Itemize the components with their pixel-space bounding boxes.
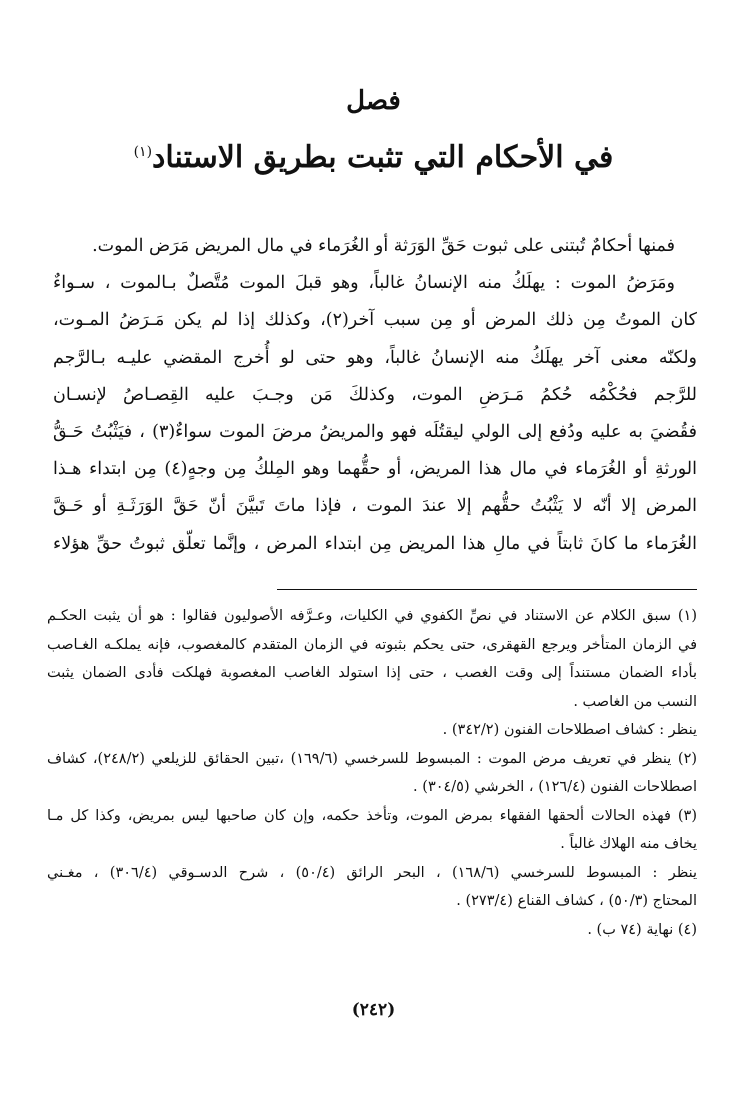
body-line: فقُضيَ به عليه ودُفع إلى الولي ليقتُلَه فهو والمريضُ مرضَ الموت سواءٌ(٣) ، فيَثْبُتُ حَـقُّ [53,421,697,442]
footnote-line: يخاف منه الهلاك غالباً . [560,836,697,852]
footnote-line: اصطلاحات الفنون (١٢٦/٤) ، الخرشي (٣٠٤/٥) . [413,779,697,795]
body-line: كان الموتُ مِن ذلك المرض أو مِن سبب آخر(٢)، وكذلك إذا لم يكن مَـرَضُ المـوت، [53,310,697,331]
footnotes [47,602,697,944]
footnote-line: ينظر : كشاف اصطلاحات الفنون (٣٤٢/٢) . [442,722,697,738]
body-line: الغُرَماء ما كانَ ثابتاً في مالِ هذا المريض مِن ابتداء المرض ، وإنَّما تعلّق ثبوتُ حقِّ هؤلاء [53,533,697,554]
body-line: فمنها أحكامٌ تُبتنى على ثبوت حَقِّ الوَرَثة أو الغُرَماء في مال المريض مَرَض الموت. [92,236,675,256]
footnote-line: (٤) نهاية (٧٤ ب) . [587,921,697,938]
body-line: المرض إلا أنّه لا يَثْبُتُ حقُّهم إلا عندَ الموت ، فإذا ماتَ تَبيَّنَ أنّ حَقَّ الوَرَثَـةِ أو حَـقَّ [53,496,697,517]
footnote-line: (٣) فهذه الحالات ألحقها الفقهاء بمرض الموت، وتأخذ حكمه، وإن كان صاحبها ليس بمريض، وكذا كل مـا [47,807,697,824]
footnote-line: المحتاج (٥٠/٣) ، كشاف القناع (٢٧٣/٤) . [456,893,697,909]
footnote-line: بأداء الضمان مستنداً إلى وقت الغصب ، حتى إذا استولد الغاصب المغصوبة فهلكت فأدى الضمان يثبت [47,665,697,681]
body-paragraph [53,228,697,563]
body-line: ولكنّه معنى آخر يهلَكُ منه الإنسانُ غالباً، وهو حتى لو أُخرج المقضي عليـه بـالرَّجم [53,347,697,368]
footnote-line: (١) سبق الكلام عن الاستناد في نصِّ الكفوي في الكليات، وعـرَّفه الأصوليون فقالوا : هو أن يثبت الحكـم [47,608,697,624]
chapter-title [0,140,747,175]
chapter-title-text: في الأحكام التي تثبت بطريق الاستناد [152,140,614,175]
body-line: للرَّجم فحُكْمُه حُكمُ مَـرَضِ الموت، وكذلكَ مَن وجـبَ عليه القِصـاصُ لإنسـان [53,384,697,405]
footnote-line: النسب من الغاصب . [573,693,697,710]
footnote-line: (٢) ينظر في تعريف مرض الموت : المبسوط للسرخسي (١٦٩/٦) ،تبين الحقائق للزيلعي (٢٤٨/٢)، كشاف [47,750,697,767]
body-line: ومَرَضُ الموت : يهلَكُ منه الإنسانُ غالباً، وهو قبلَ الموت مُتَّصلٌ بـالموت ، سـواءٌ [53,273,675,294]
title-footnote-ref: (١) [133,144,153,160]
footnote-divider [277,589,697,590]
footnote-line: في الزمان المتأخر ويرجع القهقرى، حتى يحكم بثبوته في الزمان المتقدم كالمغصوب، فإنه يملكـه الغـاصب [47,636,697,653]
page-number: (٢٤٢) [351,1000,396,1020]
body-line: الورثةِ أو الغُرَماء في مال هذا المريض، أو حقُّهما وهو المِلكُ مِن وجهٍ(٤) مِن ابتداء هـذا [53,459,697,480]
section-label: فصل [346,86,401,116]
footnote-line: ينظر : المبسوط للسرخسي (١٦٨/٦) ، البحر الرائق (٥٠/٤) ، شرح الدسـوقي (٣٠٦/٤) ، مغـني [47,864,697,881]
